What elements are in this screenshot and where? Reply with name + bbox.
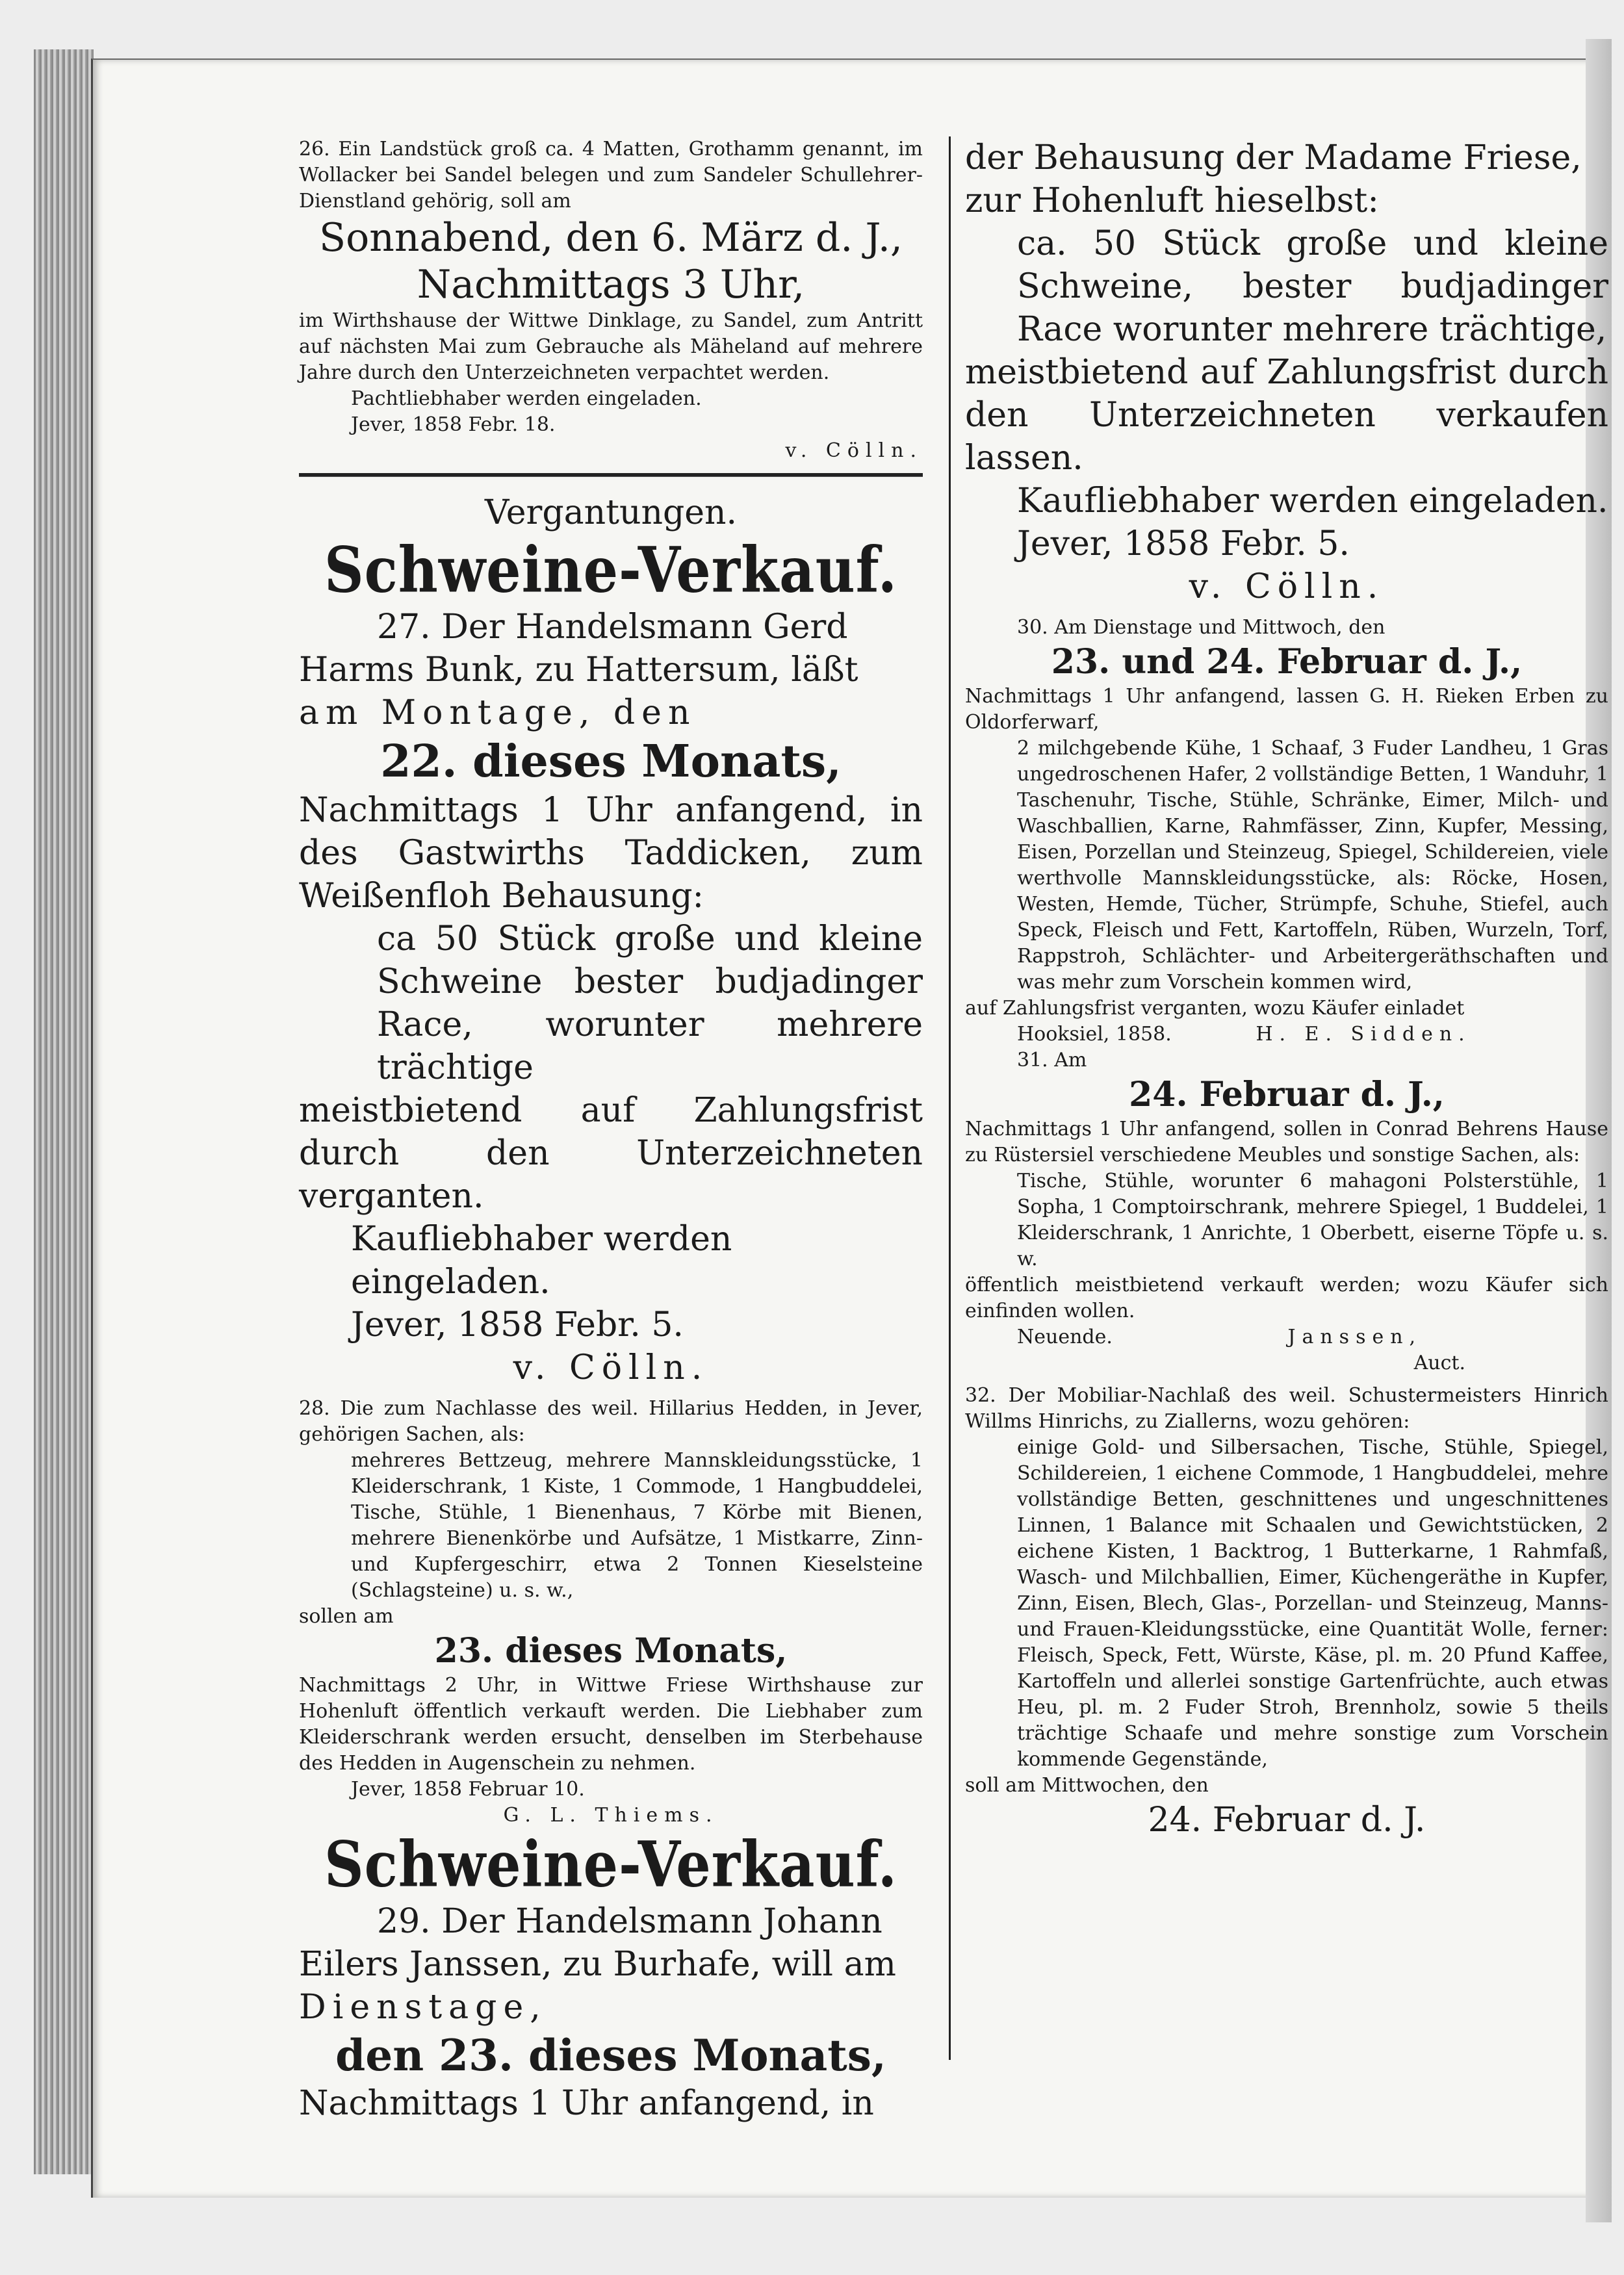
ad-27-date: 22. dieses Monats, xyxy=(380,736,842,788)
ad-31-line-1: 31. Am xyxy=(1017,1049,1087,1072)
ad-27-place-date: Jever, 1858 Febr. 5. xyxy=(351,1305,684,1344)
ad-26-place-date: Jever, 1858 Febr. 18. xyxy=(351,413,556,436)
ad-26-body: 26. Ein Landstück groß ca. 4 Matten, Grothamm genannt, im Wollacker bei Sandel belegen und zum Sandeler Schullehrer-Dienstland gehörig, soll am xyxy=(299,138,923,212)
heading-schweine-verkauf-1: Schweine-Verkauf. xyxy=(324,532,898,607)
ad-29-cont-signature: v. Cölln. xyxy=(1189,567,1385,606)
ad-30-signature: H. E. Sidden. xyxy=(1256,1023,1471,1046)
ad-31-place: Neuende. xyxy=(1017,1326,1113,1348)
ad-28-place-date: Jever, 1858 Februar 10. xyxy=(351,1778,585,1801)
ad-30-place: Hooksiel, 1858. xyxy=(1017,1023,1172,1046)
ad-27-line-2: Harms Bunk, zu Hattersum, läßt xyxy=(299,650,858,689)
ad-27-tail: meistbietend auf Zahlungsfrist durch den Unterzeichneten verganten. xyxy=(299,1091,923,1216)
ad-29-line-4: Nachmittags 1 Uhr anfangend, in xyxy=(299,2084,874,2123)
ad-28-body: 28. Die zum Nachlasse des weil. Hillarius Hedden, in Jever, gehörigen Sachen, als: xyxy=(299,1397,923,1446)
ad-29-cont-goods: ca. 50 Stück große und kleine Schweine, bester budjadinger Race worunter mehrere trächtige, xyxy=(1017,224,1608,349)
heading-schweine-verkauf-2: Schweine-Verkauf. xyxy=(324,1827,898,1901)
ad-29 xyxy=(299,1900,923,2125)
ad-32-goods: einige Gold- und Silbersachen, Tische, Stühle, Spiegel, Schildereien, 1 eichene Commode, 1 Hangbuddelei, mehre vollständige Betten, geschnittenes und ungeschnittenes Linnen, 1 Balance mit Schaalen und Gewichtstücken, 2 eichene Kisten, 1 Backtrog, 1 Butterkarne, 1 Rahmfaß, Wasch- und Milchballien, Eimer, Küchengeräthe in Kupfer, Zinn, Eisen, Blech, Glas-, Porzellan- und Steinzeug, Manns- und Frauen-Kleidungsstücke, eine Quantität Wolle, ferner: Fleisch, Speck, Fett, Würste, Käse, pl. m. 20 Pfund Kaffee, Kartoffeln und allerlei sonstige Gartenfrüchte, auch etwas Heu, pl. m. 2 Fuder Stroh, Brennholz, sowie 5 theils trächtige Schaafe und mehre sonstige zum Vorschein kommende Gegenstände, xyxy=(1017,1436,1608,1771)
book-page-edges xyxy=(34,49,94,2174)
ad-30-tail: auf Zahlungsfrist verganten, wozu Käufer einladet xyxy=(965,997,1465,1020)
left-column xyxy=(299,136,923,2125)
ad-26-body2: im Wirthshause der Wittwe Dinklage, zu Sandel, zum Antritt auf nächsten Mai zum Gebrauche als Mäheland auf mehrere Jahre durch den Unterzeichneten verpachtet werden. xyxy=(299,309,923,384)
ad-30-body: Nachmittags 1 Uhr anfangend, lassen G. H. Rieken Erben zu Oldorferwarf, xyxy=(965,685,1608,734)
ad-31-body: Nachmittags 1 Uhr anfangend, sollen in Conrad Behrens Hause zu Rüstersiel verschiedene Meubles und sonstige Sachen, als: xyxy=(965,1118,1608,1166)
ad-31-footer xyxy=(965,1324,1608,1350)
right-column xyxy=(965,136,1608,1842)
ad-27-line-1: 27. Der Handelsmann Gerd xyxy=(377,608,848,647)
ad-28-goods: mehreres Bettzeug, mehrere Mannskleidungsstücke, 1 Kleiderschrank, 1 Kiste, 1 Commode, 1 Hangbuddelei, Tische, Stühle, 1 Bienenhaus, 7 Körbe mit Bienen, mehrere Bienenkörbe und Aufsätze, 1 Mistkarre, Zinn- und Kupfergeschirr, etwa 2 Tonnen Kieselsteine (Schlagsteine) u. s. w., xyxy=(351,1449,923,1602)
ad-30 xyxy=(965,615,1608,1048)
ad-28-signature: G. L. Thiems. xyxy=(503,1804,719,1827)
ad-27-body: Nachmittags 1 Uhr anfangend, in des Gastwirths Taddicken, zum Weißenfloh Behausung: xyxy=(299,791,923,916)
ad-27-line-3: am Montage, den xyxy=(299,693,697,732)
ad-28-soll: sollen am xyxy=(299,1605,394,1628)
ad-30-line-1: 30. Am Dienstage und Mittwoch, den xyxy=(1017,616,1386,639)
ad-29-cont-invite: Kaufliebhaber werden eingeladen. xyxy=(1017,482,1608,521)
ad-29-line-3: Dienstage, xyxy=(299,1988,547,2027)
ad-31-goods: Tische, Stühle, worunter 6 mahagoni Polsterstühle, 1 Sopha, 1 Comptoirschrank, mehrere Spiegel, 1 Buddelei, 1 Kleiderschrank, 1 Anrichte, 1 Oberbett, eiserne Töpfe u. s. w. xyxy=(1017,1170,1608,1270)
ad-32-body: 32. Der Mobiliar-Nachlaß des weil. Schustermeisters Hinrich Willms Hinrichs, zu Ziallerns, wozu gehören: xyxy=(965,1384,1608,1433)
ad-29-cont-tail: meistbietend auf Zahlungsfrist durch den Unterzeichneten verkaufen lassen. xyxy=(965,353,1608,478)
ad-27 xyxy=(299,606,923,1389)
ad-31-signature: Janssen, xyxy=(1287,1326,1423,1348)
ad-29-cont-place-date: Jever, 1858 Febr. 5. xyxy=(1017,524,1350,563)
ad-30-goods: 2 milchgebende Kühe, 1 Schaaf, 3 Fuder Landheu, 1 Gras ungedroschenen Hafer, 2 vollständige Betten, 1 Wanduhr, 1 Taschenuhr, Tische, Stühle, Schränke, Eimer, Milch- und Waschballien, Karne, Rahmfässer, Zinn, Kupfer, Messing, Eisen, Porzellan und Steinzeug, Spiegel, Schildereien, viele werthvolle Mannskleidungsstücke, als: Röcke, Hosen, Westen, Hemde, Tücher, Strümpfe, Schuhe, Stiefel, auch Speck, Fleisch und Fett, Kartoffeln, Rüben, Wurzeln, Torf, Rappstroh, Schlächter- und Arbeitergeräthschaften und was mehr zum Vorschein kommen wird, xyxy=(1017,737,1608,994)
ad-28 xyxy=(299,1396,923,1829)
ad-26-invite: Pachtliebhaber werden eingeladen. xyxy=(351,387,702,410)
ad-32 xyxy=(965,1383,1608,1842)
ad-27-signature: v. Cölln. xyxy=(513,1348,709,1387)
ad-28-date: 23. dieses Monats, xyxy=(434,1631,788,1671)
ad-29-date: den 23. dieses Monats, xyxy=(335,2030,886,2081)
ad-29-cont-line-1: der Behausung der Madame Friese, xyxy=(965,138,1582,177)
ad-31 xyxy=(965,1048,1608,1376)
ad-31-role: Auct. xyxy=(1413,1352,1465,1374)
ad-32-soll: soll am Mittwochen, den xyxy=(965,1774,1209,1797)
ad-26-signature: v. Cölln. xyxy=(785,439,923,462)
ad-31-tail: öffentlich meistbietend verkauft werden; wozu Käufer sich einfinden wollen. xyxy=(965,1274,1608,1322)
ad-27-goods: ca 50 Stück große und kleine Schweine bester budjadinger Race, worunter mehrere trächtige xyxy=(377,919,923,1087)
ad-27-invite: Kaufliebhaber werden eingeladen. xyxy=(351,1220,732,1302)
ad-30-date: 23. und 24. Februar d. J., xyxy=(1051,642,1523,682)
section-rule xyxy=(299,473,923,477)
section-title: Vergantungen. xyxy=(484,493,738,532)
ad-32-date: 24. Februar d. J. xyxy=(1148,1801,1426,1840)
ad-29-line-2: Eilers Janssen, zu Burhafe, will am xyxy=(299,1945,896,1984)
ad-26-date: Sonnabend, den 6. März d. J., xyxy=(318,215,903,261)
ad-29-cont-line-2: zur Hohenluft hieselbst: xyxy=(965,181,1379,220)
ad-26 xyxy=(299,136,923,464)
ad-29-line-1: 29. Der Handelsmann Johann xyxy=(377,1902,883,1941)
ad-31-date: 24. Februar d. J., xyxy=(1129,1075,1445,1114)
ad-26-time: Nachmittags 3 Uhr, xyxy=(417,262,805,307)
column-divider xyxy=(949,136,951,2060)
ad-28-body2: Nachmittags 2 Uhr, in Wittwe Friese Wirthshause zur Hohenluft öffentlich verkauft werden. Die Liebhaber zum Kleiderschrank werden ersucht, denselben im Sterbehause des Hedden in Augenschein zu nehmen. xyxy=(299,1674,923,1775)
ad-30-footer xyxy=(965,1022,1608,1048)
ad-29-continued xyxy=(965,136,1608,608)
